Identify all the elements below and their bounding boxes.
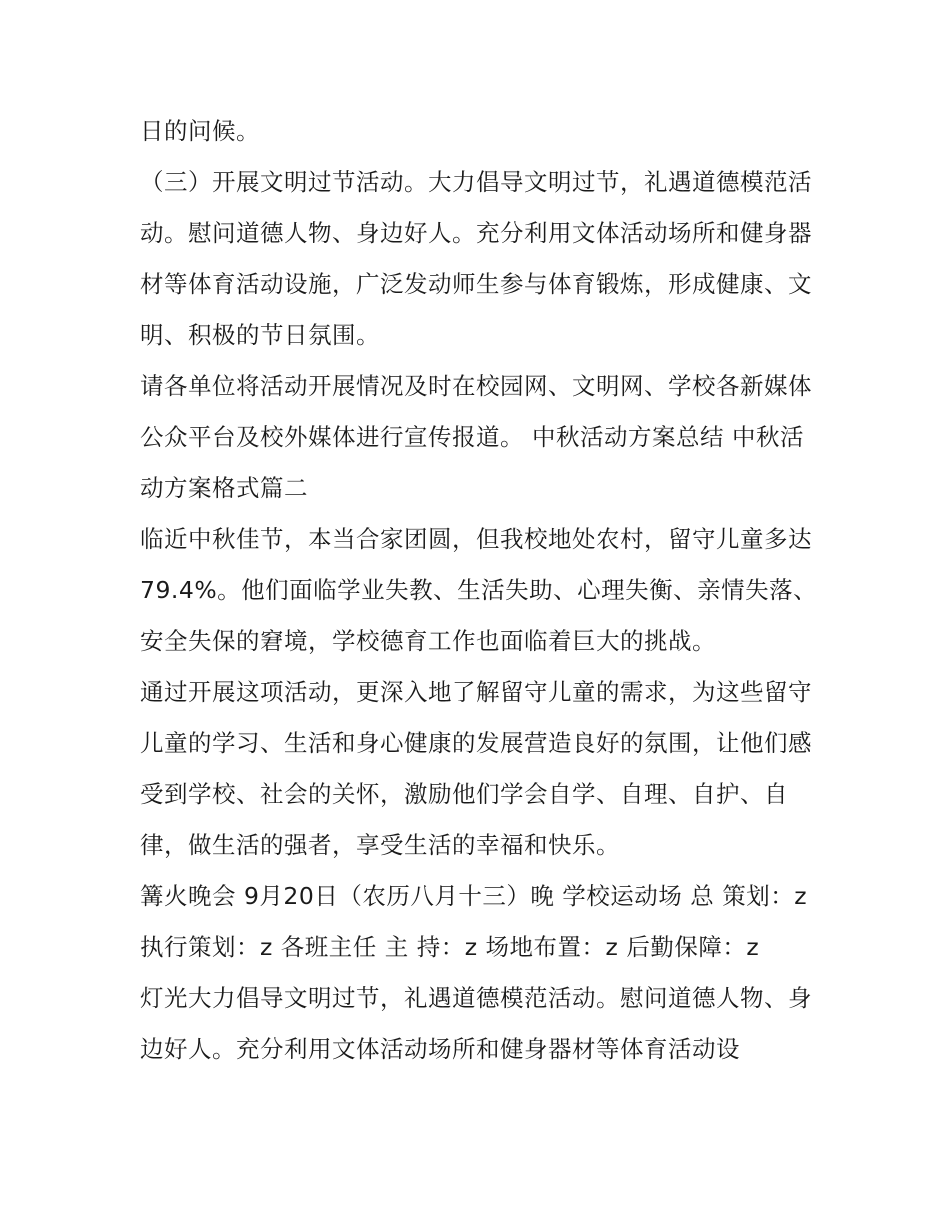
paragraph-publicity-report: 请各单位将活动开展情况及时在校园网、文明网、学校各新媒体公众平台及校外媒体进行宣传报道。 中秋活动方案总结 中秋活动方案格式篇二 [140, 372, 812, 502]
paragraph-activity-purpose: 通过开展这项活动，更深入地了解留守儿童的需求，为这些留守儿童的学习、生活和身心健康的发展营造良好的氛围，让他们感受到学校、社会的关怀，激励他们学会自学、自理、自护、自律，做生活的强者，享受生活的幸福和快乐。 [140, 678, 812, 859]
document-body [140, 106, 820, 1075]
paragraph-left-behind-children: 临近中秋佳节，本当合家团圆，但我校地处农村，留守儿童多达79.4%。他们面临学业失教、生活失助、心理失衡、亲情失落、安全失保的窘境，学校德育工作也面临着巨大的挑战。 [140, 525, 818, 655]
paragraph-lighting: 灯光大力倡导文明过节，礼遇道德模范活动。慰问道德人物、身边好人。充分利用文体活动场所和健身器材等体育活动设 [140, 984, 812, 1063]
paragraph-civilized-festival: （三）开展文明过节活动。大力倡导文明过节，礼遇道德模范活动。慰问道德人物、身边好人。充分利用文体活动场所和健身器材等体育活动设施，广泛发动师生参与体育锻炼，形成健康、文明、积极的节日氛围。 [140, 168, 812, 349]
paragraph-greeting-end: 日的问候。 [140, 117, 260, 145]
paragraph-bonfire-party: 篝火晚会 9月20日（农历八月十三）晚 学校运动场 总 策划：z 执行策划：z 各班主任 主 持：z 场地布置：z 后勤保障：z [140, 882, 808, 961]
